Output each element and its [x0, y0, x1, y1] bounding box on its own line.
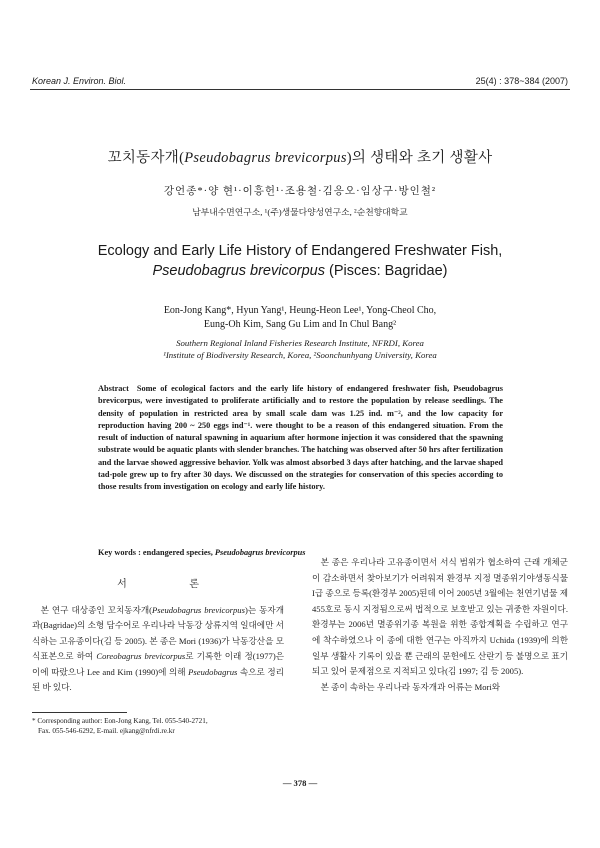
korean-title: 꼬치동자개(Pseudobagrus brevicorpus)의 생태와 초기 생활사	[107, 150, 493, 166]
english-title-line1: Ecology and Early Life History of Endangered Freshwater Fish,	[97, 243, 503, 259]
body-left-column	[32, 603, 284, 695]
body-paragraph: 본 종이 속하는 우리나라 동자개과 어류는 Mori와	[320, 681, 501, 692]
abstract-text: Some of ecological factors and the early life history of endangered freshwater fish, Pseudobagrus brevicorpus, were investigated to proliferate artificially and to restore the population by release seedlings. The density of population in restricted area by small scale dam was 1.25 ind. m⁻², and the low capacity for reproduction having 200 ~ 250 eggs ind⁻¹. were thought to be a reason of this endangered situation. From the result of induction of natural spawning in aquarium after hormone injection it was considered that the spawning substrate would be aquatic plants with slender branches. The hatching was observed after 50 hrs after fertilization and the larvae showed aggressive behavior. Yolk was almost absorbed 3 days after hatching, and the larvae shaped tad-pole grew up to fry after 30 days. We discussed on the strategies for conservation of this species according to those results from investigation on ecology and early life history.	[98, 384, 503, 492]
body-right-column	[312, 555, 568, 695]
korean-affiliation: 남부내수면연구소, ¹(주)생물다양성연구소, ²순천향대학교	[192, 207, 408, 217]
keywords: Key words : endangered species, Pseudobagrus brevicorpus	[98, 548, 306, 557]
korean-authors: 강언종*·양 현¹·이흥헌¹·조용철·김응오·임상구·방인철²	[163, 186, 437, 197]
english-authors-line1: Eon-Jong Kang*, Hyun Yang¹, Heung-Heon Lee¹, Yong-Cheol Cho,	[163, 305, 437, 316]
journal-name: Korean J. Environ. Biol.	[32, 76, 127, 86]
english-affiliation-line2: ¹Institute of Biodiversity Research, Korea, ²Soonchunhyang University, Korea	[163, 350, 437, 360]
body-paragraph: 본 종은 우리나라 고유종이면서 서식 범위가 협소하여 근래 개체군이 감소하면서 찾아보기가 어려워져 환경부 지정 멸종위기야생동식물 I급 종으로 등록(환경부 2005)된데 이어 2005년 3월에는 천연기념물 제455호로 동시 지정됨으로써 법적으로 보호받고 있는 귀중한 자원이다. 환경부는 2006년 멸종위기종 복원을 위한 종합계획을 수립하고 연구에 착수하였으나 이 종에 대한 연구는 아직까지 Uchida (1939)에 의한 일부 생활사 기록이 있을 뿐 근래의 문헌에도 산란기 등 불명으로 표기되고 있어 문제점으로 지적되고 있다(김 1997; 김 등 2005).	[312, 557, 568, 677]
volume-pages: 25(4) : 378~384 (2007)	[475, 76, 568, 86]
body-paragraph: 본 연구 대상종인 꼬치동자개(Pseudobagrus brevicorpus)는 동자개과(Bagridae)의 소형 담수어로 우리나라 낙동강 상류지역 일대에만 서식하는 고유종이다(김 등 2005). 본 종은 Mori (1936)가 낙동강산을 모식표본으로 하여 Coreobagrus brevicorpus로 기록한 이래 정(1977)은 이에 따랐으나 Lee and Kim (1990)에 의해 Pseudobagrus 속으로 정리된 바 있다.	[32, 605, 285, 693]
english-affiliation-line1: Southern Regional Inland Fisheries Research Institute, NFRDI, Korea	[176, 338, 424, 348]
english-authors-line2: Eung-Oh Kim, Sang Gu Lim and In Chul Bang²	[203, 319, 397, 330]
footnote: * Corresponding author: Eon-Jong Kang, Tel. 055-540-2721, Fax. 055-546-6292, E-mail. ejkang@nfrdi.re.kr	[32, 717, 208, 735]
page-number: — 378 —	[282, 778, 318, 788]
header-rule	[30, 89, 570, 90]
abstract	[98, 383, 503, 494]
footnote-rule	[32, 712, 127, 713]
section-heading: 서 론	[117, 579, 229, 590]
abstract-label: Abstract	[98, 384, 129, 393]
english-title-line2: Pseudobagrus brevicorpus (Pisces: Bagridae)	[152, 263, 448, 279]
